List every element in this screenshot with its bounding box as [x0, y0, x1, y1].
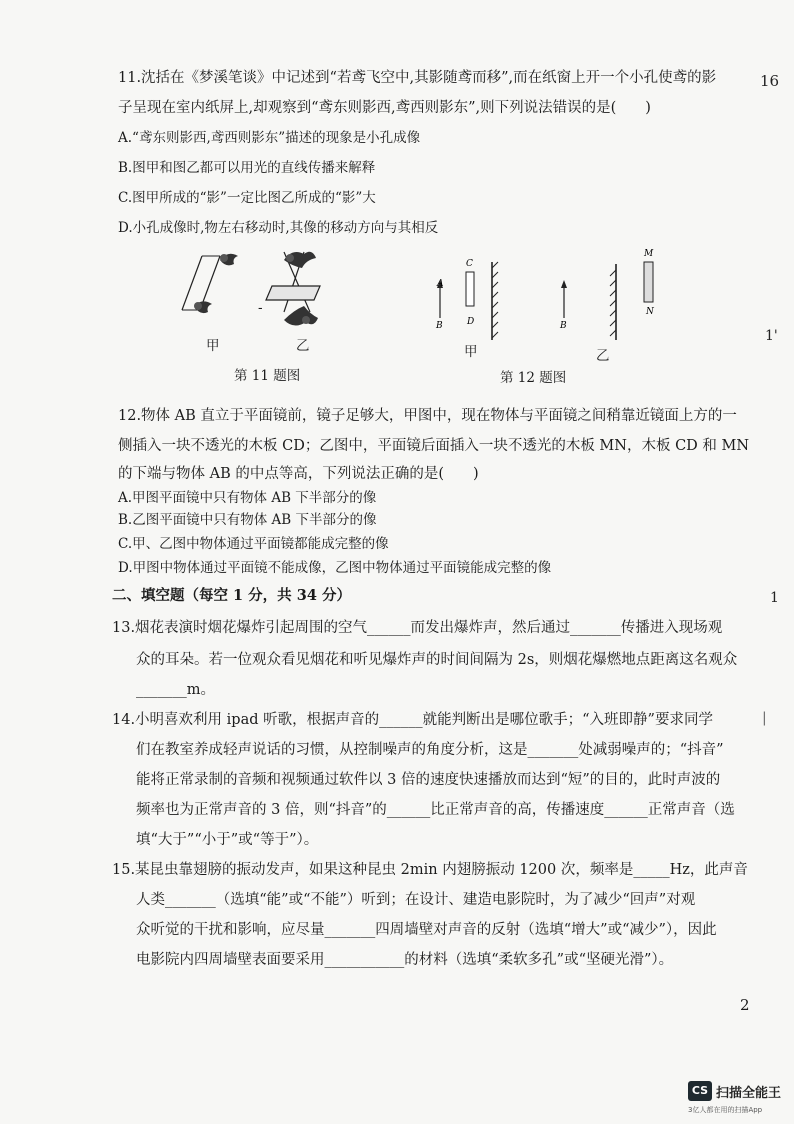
section-2-title: 二、填空题（每空 1 分，共 34 分）	[112, 587, 351, 604]
fig12-letter-c: C	[466, 259, 473, 269]
fig11-label-yi: 乙	[296, 338, 310, 354]
margin-mark-top: 16	[760, 72, 780, 90]
fig11-label-jia: 甲	[206, 338, 220, 354]
q12-option-c: C.甲、乙图中物体通过平面镜都能成完整的像	[118, 536, 389, 552]
q14-line1: 14.小明喜欢利用 ipad 听歌，根据声音的______就能判断出是哪位歌手；“入班即静”要求同学	[112, 712, 713, 728]
scanner-logo-text: CS	[691, 1084, 709, 1097]
q12-stem-line2: 侧插入一块不透光的木板 CD；乙图中，平面镜后面插入一块不透光的木板 MN，木板 CD 和 MN	[118, 438, 750, 454]
margin-mark-mid1: 1'	[765, 328, 778, 344]
figure-11	[180, 248, 340, 340]
fig12-caption: 第 12 题图	[500, 370, 567, 386]
fig11-yi-diagram	[266, 252, 320, 326]
q11-option-d: D.小孔成像时,物左右移动时,其像的移动方向与其相反	[118, 220, 439, 236]
q15-line1: 15.某昆虫靠翅膀的振动发声，如果这种昆虫 2min 内翅膀振动 1200 次，频率是_____Hz，此声音	[112, 862, 748, 878]
figure-12	[430, 244, 670, 344]
q14-line5: 填“大于”“小于”或“等于”）。	[136, 832, 319, 848]
q12-option-b: B.乙图平面镜中只有物体 AB 下半部分的像	[118, 512, 377, 528]
fig12-letter-a: A	[437, 279, 444, 289]
bird-icon	[284, 306, 318, 326]
q13-line2: 众的耳朵。若一位观众看见烟花和听见爆炸声的时间间隔为 2s，则烟花爆燃地点距离这名观众	[136, 652, 738, 668]
margin-mark-mid3: |	[762, 710, 767, 726]
fig12-letter-m: M	[644, 249, 654, 259]
q11-stem-line2: 子呈现在室内纸屏上,却观察到“鸢东则影西,鸢西则影东”,则下列说法错误的是( )	[118, 100, 651, 116]
q12-option-a: A.甲图平面镜中只有物体 AB 下半部分的像	[118, 490, 377, 506]
q11-stem-line1: 11.沈括在《梦溪笔谈》中记述到“若鸢飞空中,其影随鸢而移”,而在纸窗上开一个小孔使鸢的影	[118, 70, 717, 86]
fig12-letter-n: N	[646, 307, 654, 317]
fig12-jia-diagram	[435, 259, 498, 340]
fig11-dash: -	[258, 300, 263, 316]
q13-line1: 13.烟花表演时烟花爆炸引起周围的空气______而发出爆炸声，然后通过_______传播进入现场观	[112, 620, 723, 636]
q12-stem-line1: 12.物体 AB 直立于平面镜前，镜子足够大，甲图中，现在物体与平面镜之间稍靠近镜面上方的一	[118, 408, 737, 424]
q12-option-d: D.甲图中物体通过平面镜不能成像，乙图中物体通过平面镜能成完整的像	[118, 560, 552, 576]
q15-line4: 电影院内四周墙壁表面要采用___________的材料（选填“柔软多孔”或“坚硬光滑”）。	[136, 952, 674, 968]
fig11-caption: 第 11 题图	[234, 368, 301, 384]
q11-option-a: A.“鸢东则影西,鸢西则影东”描述的现象是小孔成像	[118, 130, 421, 146]
scanner-app-name: 扫描全能王	[716, 1086, 782, 1101]
fig11-jia-diagram	[182, 254, 238, 313]
q13-line3: _______m。	[136, 682, 215, 698]
q11-option-b: B.图甲和图乙都可以用光的直线传播来解释	[118, 160, 376, 176]
scanner-logo-icon	[688, 1081, 712, 1101]
q11-option-c: C.图甲所成的“影”一定比图乙所成的“影”大	[118, 190, 376, 206]
q14-line4: 频率也为正常声音的 3 倍，则“抖音”的______比正常声音的高，传播速度______正常声音（选	[136, 802, 735, 818]
q14-line2: 们在教室养成轻声说话的习惯，从控制噪声的角度分析，这是_______处减弱噪声的；“抖音”	[136, 742, 724, 758]
q15-line3: 众听觉的干扰和影响，应尽量_______四周墙壁对声音的反射（选填“增大”或“减少”），因此	[136, 922, 717, 938]
fig12-label-jia: 甲	[464, 344, 478, 360]
fig12-letter-d: D	[467, 317, 475, 327]
fig12-letter-b2: B	[560, 321, 567, 331]
scanner-tagline: 3亿人都在用的扫描App	[688, 1106, 763, 1114]
q12-stem-line3: 的下端与物体 AB 的中点等高，下列说法正确的是( )	[118, 466, 479, 482]
fig12-letter-b: B	[436, 321, 443, 331]
fig12-label-yi: 乙	[596, 348, 610, 364]
q15-line2: 人类_______（选填“能”或“不能”）听到；在设计、建造电影院时，为了减少“回声”对观	[136, 892, 696, 908]
margin-mark-mid2: 1	[770, 590, 779, 606]
fig12-yi-diagram	[559, 249, 655, 340]
q14-line3: 能将正常录制的音频和视频通过软件以 3 倍的速度快速播放而达到“短”的目的，此时声波的	[136, 772, 721, 788]
page-number: 2	[740, 996, 750, 1014]
